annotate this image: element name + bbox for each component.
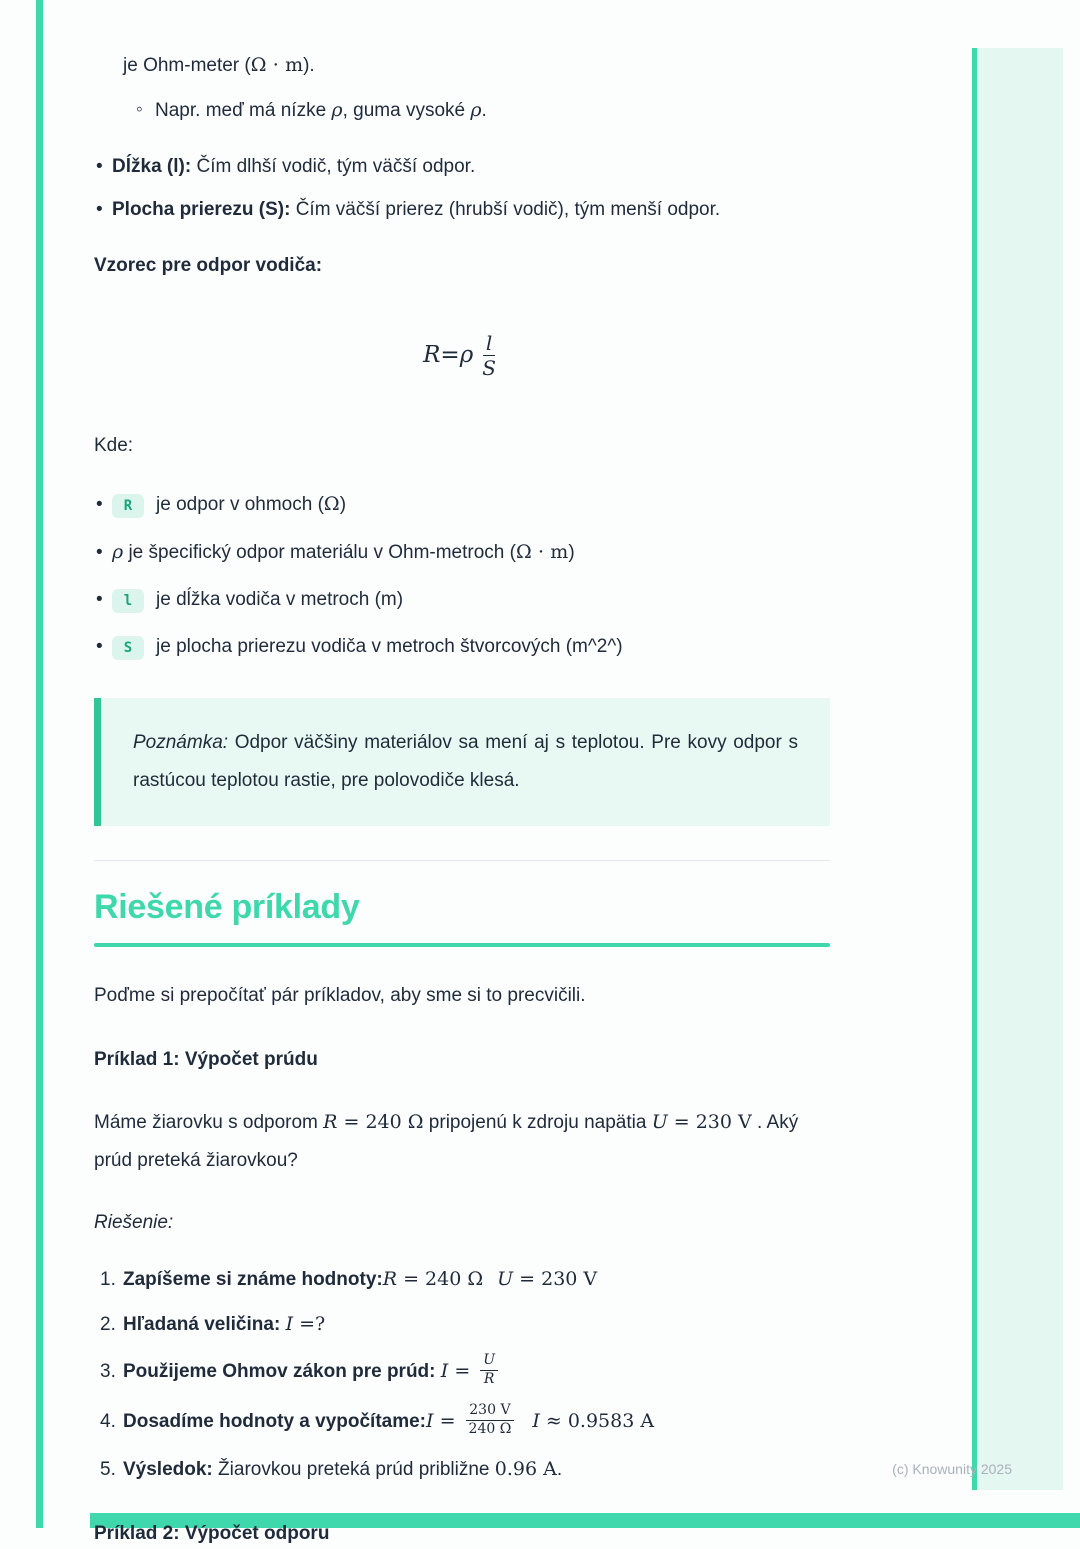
math-omega-meter: Ω ⋅ m <box>515 541 569 563</box>
math-I: I <box>426 1410 434 1433</box>
heading-underline <box>94 943 830 947</box>
code-badge-l: l <box>112 589 144 613</box>
step-text <box>123 1354 830 1390</box>
step-number: 3. <box>100 1361 116 1383</box>
math-rho: ρ <box>459 342 474 368</box>
math-omega-meter: Ω ⋅ m <box>250 54 304 76</box>
fraction-numerator: U <box>480 1352 498 1371</box>
math-value: = 240 Ω <box>397 1268 484 1290</box>
step-number: 4. <box>100 1411 116 1433</box>
subbullet-text <box>155 95 830 126</box>
text-run: je dĺžka vodiča v metroch (m) <box>156 589 404 610</box>
text-run: je špecifický odpor materiálu v Ohm-metroch ( <box>123 542 516 563</box>
text-run: . <box>481 100 487 121</box>
step-5 <box>94 1454 830 1485</box>
math-U: U <box>651 1111 668 1133</box>
note-text: Odpor väčšiny materiálov sa mení aj s teplotou. Pre kovy odpor s rastúcou teplotou rastie, pre polovodiče klesá. <box>133 732 798 791</box>
text-run: je odpor v ohmoch ( <box>156 494 324 515</box>
section-heading: Riešené príklady <box>94 888 360 926</box>
where-label: Kde: <box>94 435 134 456</box>
bullet-icon <box>94 152 112 182</box>
text-run: Napr. meď má nízke <box>155 100 332 121</box>
step-number: 1. <box>100 1269 116 1290</box>
text-run: Čím dlhší vodič, tým väčší odpor. <box>191 156 476 177</box>
text-run: , guma vysoké <box>342 100 471 121</box>
math-I: I <box>532 1410 540 1433</box>
step-label: Zapíšeme si známe hodnoty: <box>123 1269 383 1290</box>
step-label: Hľadaná veličina: <box>123 1314 286 1335</box>
text-run: ) <box>339 494 347 515</box>
bullet-icon <box>94 538 112 568</box>
solved-intro: Poďme si prepočítať pár príkladov, aby sme si to precvičili. <box>94 985 586 1006</box>
where-item-S <box>94 632 830 662</box>
text-run: ) <box>568 542 575 563</box>
paragraph-ohm-meter <box>123 50 830 81</box>
bullet-icon <box>94 490 112 520</box>
solution-label: Riešenie: <box>94 1212 174 1233</box>
math-result: 0.96 A <box>494 1458 557 1480</box>
left-accent-bar <box>36 0 43 1528</box>
example2-title: Príklad 2: Výpočet odporu <box>94 1523 330 1544</box>
math-rho: ρ <box>112 541 124 563</box>
bullet-icon <box>94 195 112 225</box>
solution-steps <box>94 1264 830 1485</box>
right-accent-line <box>972 48 977 1490</box>
math-value: =? <box>293 1313 326 1335</box>
bullet-icon <box>94 632 112 662</box>
step-text <box>123 1454 830 1485</box>
math-equals: = <box>433 1410 462 1433</box>
math-U: U <box>497 1268 514 1290</box>
where-item-text <box>112 585 830 615</box>
document-body <box>94 0 830 1549</box>
step-text <box>123 1309 830 1340</box>
step-1 <box>94 1264 830 1295</box>
step-3 <box>94 1354 830 1390</box>
math-I: I <box>440 1360 449 1383</box>
footer-credit: (c) Knowunity 2025 <box>892 1461 1012 1477</box>
bullet-label: Dĺžka (l): <box>112 156 192 177</box>
where-item-rho <box>94 537 830 568</box>
math-R: R <box>423 342 441 368</box>
text-run: . Aký prúd preteká žiarovkou? <box>94 1112 799 1171</box>
text-run: je Ohm-meter ( <box>123 55 251 76</box>
fraction-denominator: S <box>482 355 496 380</box>
where-item-l <box>94 585 830 615</box>
note-callout <box>94 698 830 826</box>
example1-problem <box>94 1103 830 1180</box>
code-badge-S: S <box>112 636 144 660</box>
math-R: R <box>323 1111 338 1133</box>
text-run: Žiarovkou preteká prúd približne <box>218 1459 495 1480</box>
text-run: . <box>556 1459 563 1480</box>
step-label: Dosadíme hodnoty a vypočítame: <box>123 1411 427 1433</box>
text-run: je plocha prierezu vodiča v metroch štvorcových (m^2^) <box>156 636 623 657</box>
where-item-R <box>94 489 830 520</box>
step-label: Výsledok: <box>123 1459 219 1480</box>
bullet-length <box>94 152 830 182</box>
circle-bullet-icon <box>134 95 155 126</box>
math-rho: ρ <box>470 99 482 121</box>
text-run: pripojenú k zdroju napätia <box>423 1112 652 1133</box>
math-rho: ρ <box>331 99 343 121</box>
step-4 <box>94 1404 830 1440</box>
math-value: = 240 Ω <box>337 1111 424 1133</box>
where-list <box>94 489 830 662</box>
section-divider <box>94 860 830 861</box>
fraction-numerator: l <box>483 331 495 356</box>
step-text <box>123 1264 830 1295</box>
where-item-text <box>112 537 830 568</box>
where-item-text <box>112 489 830 520</box>
text-run: Máme žiarovku s odporom <box>94 1112 324 1133</box>
formula-section-label: Vzorec pre odpor vodiča: <box>94 255 323 276</box>
bullet-text <box>112 195 830 225</box>
math-R: R <box>382 1268 398 1290</box>
bullet-label: Plocha prierezu (S): <box>112 199 291 220</box>
subbullet-napr <box>94 95 830 126</box>
math-equals: = <box>448 1360 477 1383</box>
fraction-denominator: 240 Ω <box>468 1420 512 1437</box>
example1-title: Príklad 1: Výpočet prúdu <box>94 1049 318 1070</box>
step-number: 5. <box>100 1459 116 1480</box>
fraction-U-over-R <box>480 1352 498 1388</box>
fraction-l-over-S <box>479 331 499 380</box>
step-number: 2. <box>100 1314 116 1335</box>
note-label: Poznámka: <box>133 732 229 753</box>
bullet-icon <box>94 585 112 615</box>
math-value: = 230 V <box>513 1268 598 1290</box>
fraction-denominator: R <box>483 1370 495 1387</box>
step-label: Použijeme Ohmov zákon pre prúd: <box>123 1361 441 1383</box>
fraction-numerator: 230 V <box>466 1402 513 1421</box>
math-value: = 230 V <box>667 1111 752 1133</box>
text-run: Čím väčší prierez (hrubší vodič), tým menší odpor. <box>290 199 721 220</box>
resistance-formula <box>94 311 830 399</box>
bullet-text <box>112 152 830 182</box>
code-badge-R: R <box>112 494 144 518</box>
bullet-cross-section <box>94 195 830 225</box>
math-equals: = <box>440 342 460 368</box>
right-accent-panel <box>977 48 1063 1490</box>
step-2 <box>94 1309 830 1340</box>
math-omega: Ω <box>323 493 340 515</box>
fraction-230V-over-240ohm <box>466 1402 515 1438</box>
where-item-text <box>112 632 830 662</box>
step-text <box>123 1404 830 1440</box>
text-run: ). <box>303 55 315 76</box>
math-result: ≈ 0.9583 A <box>539 1410 655 1433</box>
math-I: I <box>285 1313 294 1335</box>
